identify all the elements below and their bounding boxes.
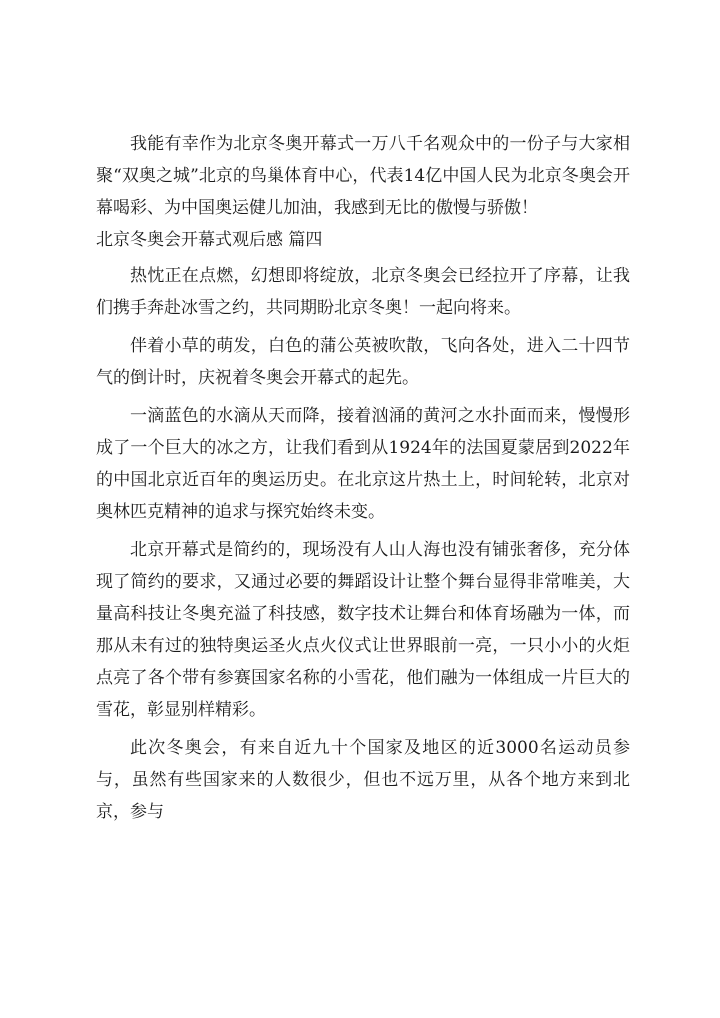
body-paragraph: 热忱正在点燃，幻想即将绽放，北京冬奥会已经拉开了序幕，让我们携手奔赴冰雪之约，共同期盼北京冬奥！一起向将来。: [96, 266, 630, 318]
body-paragraph: 伴着小草的萌发，白色的蒲公英被吹散，飞向各处，进入二十四节气的倒计时，庆祝着冬奥会开幕式的起先。: [96, 336, 630, 388]
document-page: [96, 128, 630, 828]
intro-paragraph: 我能有幸作为北京冬奥开幕式一万八千名观众中的一份子与大家相聚“双奥之城”北京的鸟巢体育中心，代表14亿中国人民为北京冬奥会开幕喝彩、为中国奥运健儿加油，我感到无比的傲慢与骄傲！: [96, 134, 630, 218]
body-paragraph: 一滴蓝色的水滴从天而降，接着汹涌的黄河之水扑面而来，慢慢形成了一个巨大的冰之方，让我们看到从1924年的法国夏蒙居到2022年的中国北京近百年的奥运历史。在北京这片热土上，时间轮转，北京对奥林匹克精神的追求与探究始终未变。: [96, 406, 630, 522]
section-heading: 北京冬奥会开幕式观后感 篇四: [96, 230, 323, 250]
body-paragraph: 此次冬奥会，有来自近九十个国家及地区的近3000名运动员参与，虽然有些国家来的人数很少，但也不远万里，从各个地方来到北京，参与: [96, 738, 630, 822]
body-paragraph: 北京开幕式是简约的，现场没有人山人海也没有铺张奢侈，充分体现了简约的要求，又通过必要的舞蹈设计让整个舞台显得非常唯美，大量高科技让冬奥充溢了科技感，数字技术让舞台和体育场融为一体，而那从未有过的独特奥运圣火点火仪式让世界眼前一亮，一只小小的火炬点亮了各个带有参赛国家名称的小雪花，他们融为一体组成一片巨大的雪花，彰显别样精彩。: [96, 540, 630, 720]
